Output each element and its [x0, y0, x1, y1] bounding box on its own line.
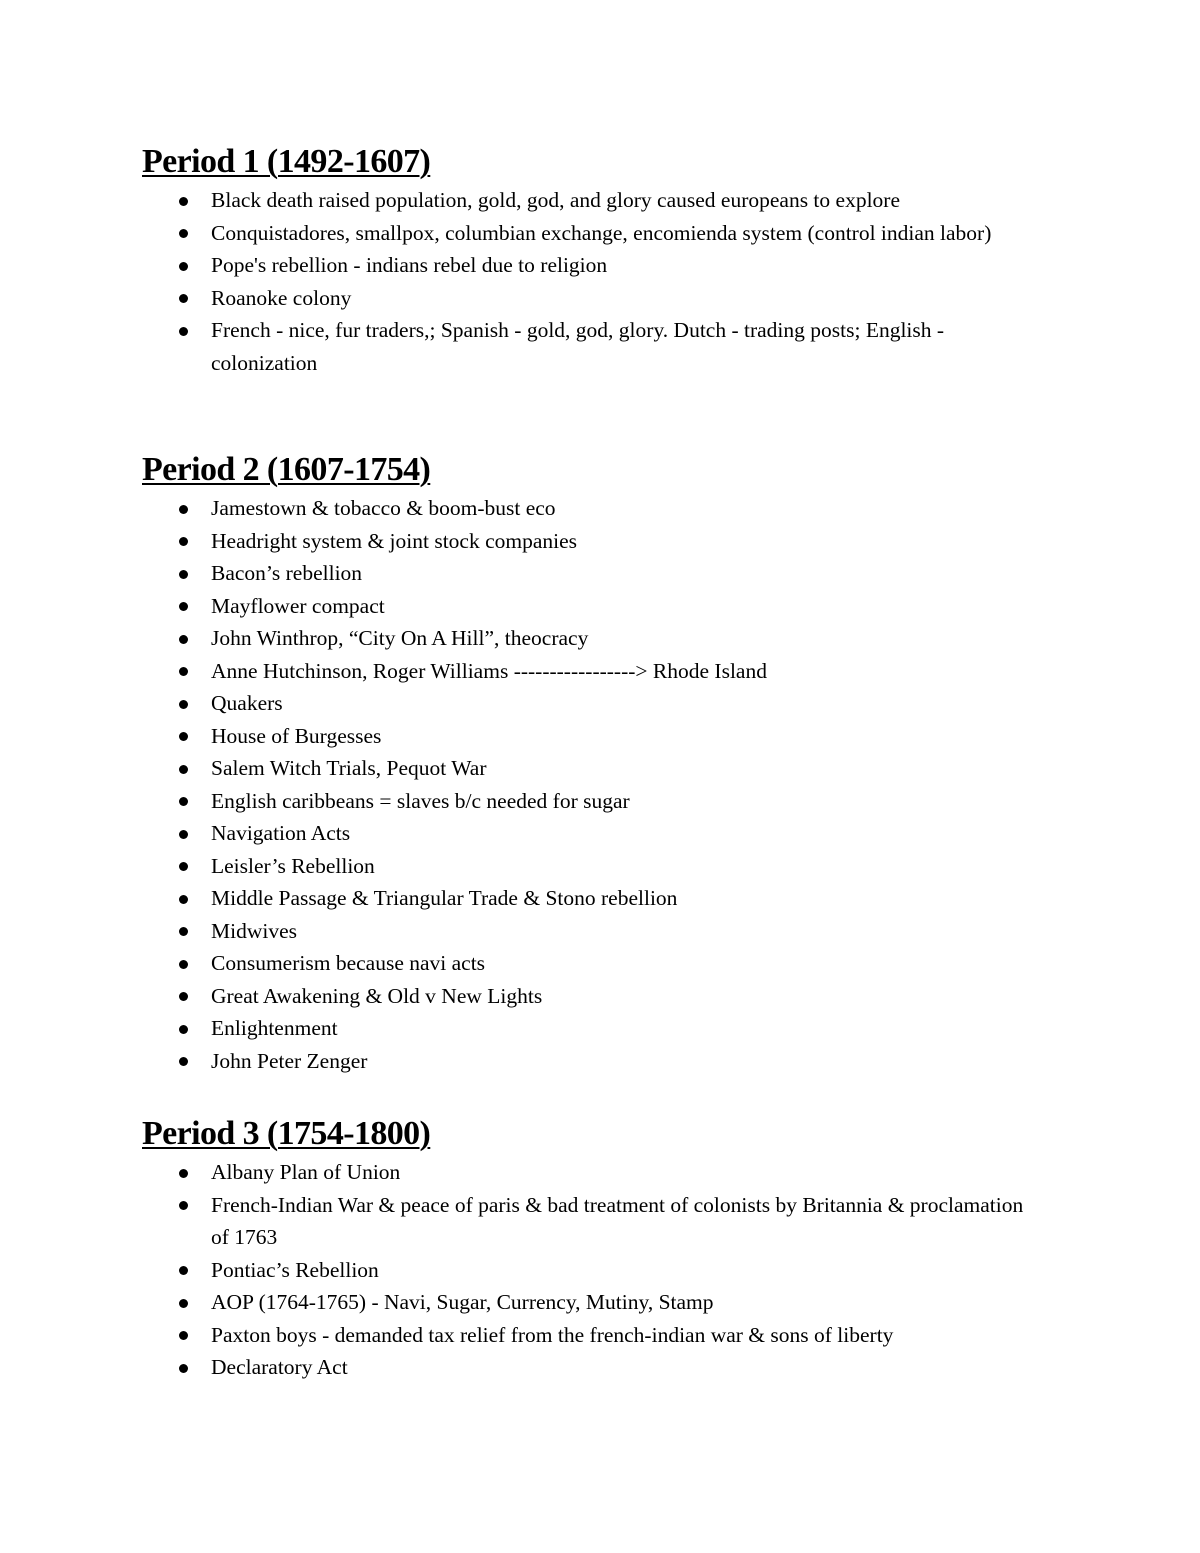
list-item-text: French - nice, fur traders,; Spanish - gold, god, glory. Dutch - trading posts; English - colonization: [211, 318, 945, 375]
list-item: [142, 1189, 1042, 1254]
list-item: [142, 1286, 1042, 1319]
list-item-text: Paxton boys - demanded tax relief from the french-indian war & sons of liberty: [211, 1322, 894, 1347]
list-item: [142, 622, 1042, 655]
list-item: [142, 720, 1042, 753]
bullet-icon: [179, 294, 188, 303]
section-heading: Period 3 (1754-1800): [142, 1115, 431, 1152]
bullet-icon: [179, 1169, 188, 1178]
section-period-1: [142, 140, 1042, 379]
bullet-icon: [179, 830, 188, 839]
bullet-icon: [179, 1331, 188, 1340]
bullet-icon: [179, 927, 188, 936]
list-item: [142, 557, 1042, 590]
list-item: [142, 687, 1042, 720]
section-heading: Period 2 (1607-1754): [142, 451, 431, 488]
list-item-text: Roanoke colony: [211, 285, 352, 310]
list-item-text: Conquistadores, smallpox, columbian exchange, encomienda system (control indian labor): [211, 220, 992, 245]
bullet-icon: [179, 1266, 188, 1275]
list-item: [142, 217, 1042, 250]
list-item-text: Mayflower compact: [211, 593, 385, 618]
list-item: [142, 947, 1042, 980]
list-item-text: House of Burgesses: [211, 723, 382, 748]
bullet-icon: [179, 862, 188, 871]
bullet-icon: [179, 262, 188, 271]
list-item-text: Enlightenment: [211, 1016, 338, 1040]
list-item: [142, 1254, 1042, 1287]
bullet-list: [142, 1156, 1042, 1384]
list-item: [142, 655, 1042, 688]
list-item-text: Headright system & joint stock companies: [211, 528, 578, 553]
list-item: [142, 1351, 1042, 1384]
list-item-text: Anne Hutchinson, Roger Williams -----------------> Rhode Island: [211, 658, 767, 683]
list-item-text: English caribbeans = slaves b/c needed for sugar: [211, 788, 630, 813]
list-item: [142, 314, 1042, 379]
list-item-text: Consumerism because navi acts: [211, 951, 486, 975]
list-item: [142, 1045, 1042, 1078]
bullet-icon: [179, 797, 188, 806]
list-item-text: AOP (1764-1765) - Navi, Sugar, Currency, Mutiny, Stamp: [211, 1290, 714, 1314]
bullet-icon: [179, 229, 188, 238]
list-item: [142, 817, 1042, 850]
bullet-icon: [179, 960, 188, 969]
list-item: [142, 184, 1042, 217]
list-item-text: Leisler’s Rebellion: [211, 853, 375, 878]
list-item-text: French-Indian War & peace of paris & bad treatment of colonists by Britannia & proclamation of 1763: [211, 1192, 1024, 1249]
list-item-text: Midwives: [211, 918, 297, 943]
list-item: [142, 525, 1042, 558]
list-item-text: Salem Witch Trials, Pequot War: [211, 756, 487, 780]
bullet-icon: [179, 1201, 188, 1210]
bullet-list: [142, 184, 1042, 379]
bullet-icon: [179, 197, 188, 206]
list-item-text: Declaratory Act: [211, 1355, 348, 1379]
list-item: [142, 980, 1042, 1013]
list-item: [142, 492, 1042, 525]
bullet-list: [142, 492, 1042, 1077]
list-item-text: John Peter Zenger: [211, 1048, 368, 1073]
list-item: [142, 249, 1042, 282]
section-heading: Period 1 (1492-1607): [142, 143, 431, 180]
list-item: [142, 882, 1042, 915]
bullet-icon: [179, 992, 188, 1001]
bullet-icon: [179, 700, 188, 709]
bullet-icon: [179, 602, 188, 611]
bullet-icon: [179, 765, 188, 774]
list-item-text: Pontiac’s Rebellion: [211, 1257, 379, 1282]
bullet-icon: [179, 635, 188, 644]
bullet-icon: [179, 1057, 188, 1066]
list-item: [142, 590, 1042, 623]
section-period-2: [142, 448, 1042, 1077]
bullet-icon: [179, 1299, 188, 1308]
list-item-text: Pope's rebellion - indians rebel due to religion: [211, 253, 608, 277]
bullet-icon: [179, 667, 188, 676]
bullet-icon: [179, 1364, 188, 1373]
list-item-text: Albany Plan of Union: [211, 1160, 401, 1184]
list-item-text: Black death raised population, gold, god, and glory caused europeans to explore: [211, 188, 900, 212]
list-item-text: Quakers: [211, 691, 283, 715]
list-item-text: Jamestown & tobacco & boom-bust eco: [211, 496, 556, 520]
section-period-3: [142, 1112, 1042, 1384]
list-item-text: Navigation Acts: [211, 821, 351, 845]
list-item: [142, 282, 1042, 315]
bullet-icon: [179, 1025, 188, 1034]
list-item: [142, 915, 1042, 948]
bullet-icon: [179, 895, 188, 904]
bullet-icon: [179, 505, 188, 514]
list-item: [142, 785, 1042, 818]
bullet-icon: [179, 327, 188, 336]
list-item: [142, 1012, 1042, 1045]
list-item-text: Great Awakening & Old v New Lights: [211, 983, 543, 1008]
list-item-text: Middle Passage & Triangular Trade & Stono rebellion: [211, 886, 678, 910]
list-item-text: John Winthrop, “City On A Hill”, theocracy: [211, 626, 589, 650]
list-item: [142, 1156, 1042, 1189]
list-item: [142, 850, 1042, 883]
list-item-text: Bacon’s rebellion: [211, 561, 363, 585]
bullet-icon: [179, 732, 188, 741]
list-item: [142, 752, 1042, 785]
bullet-icon: [179, 537, 188, 546]
bullet-icon: [179, 570, 188, 579]
list-item: [142, 1319, 1042, 1352]
